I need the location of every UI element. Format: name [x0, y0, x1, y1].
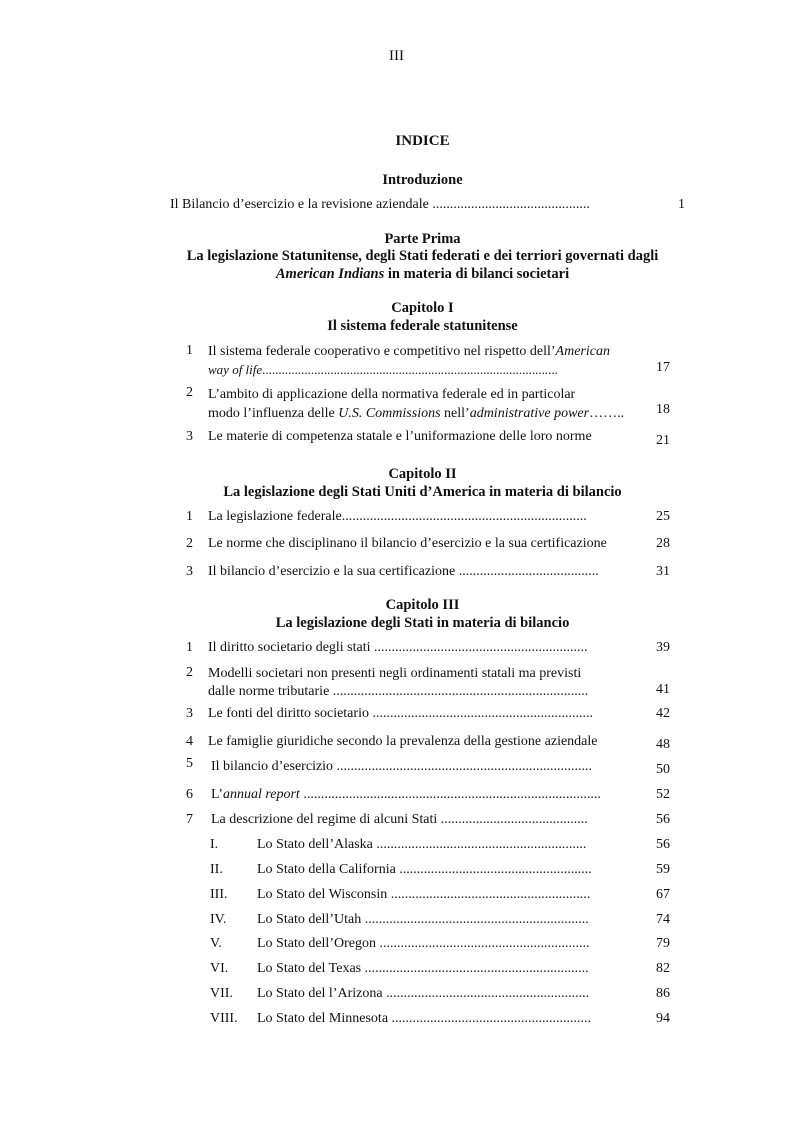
toc-subentry-title: Lo Stato dell’Alaska ............................................................: [257, 837, 587, 852]
toc-entry-title: Il Bilancio d’esercizio e la revisione aziendale .............................................: [170, 197, 590, 212]
toc-entry-page: 25: [656, 509, 670, 524]
toc-entry: [170, 787, 675, 807]
toc-entry-number: 3: [186, 564, 193, 579]
toc-entry-title: Il bilancio d’esercizio e la sua certificazione ........................................: [208, 564, 599, 579]
toc-entry-page: 31: [656, 564, 670, 579]
toc-subentry: [170, 837, 675, 857]
toc-entry-title: [208, 343, 636, 379]
toc-entry: [170, 429, 675, 449]
toc-entry: [170, 734, 675, 754]
toc-subentry-roman: I.: [210, 837, 219, 852]
toc-entry-number: 7: [186, 812, 193, 827]
introduzione-heading: Introduzione: [382, 172, 463, 188]
toc-entry-number: 4: [186, 734, 193, 749]
toc-entry-title: [211, 787, 601, 803]
toc-entry-number: 1: [186, 509, 193, 524]
toc-entry-number: 1: [186, 640, 193, 655]
toc-entry-title: La descrizione del regime di alcuni Stati ..........................................: [211, 812, 588, 827]
toc-entry: [170, 197, 685, 217]
toc-entry-dots: ...........................................................................................: [262, 362, 558, 377]
toc-subentry-page: 86: [656, 986, 670, 1001]
toc-entry: [170, 665, 675, 707]
toc-entry-page: 48: [656, 737, 670, 752]
toc-entry-line1: L’ambito di applicazione della normativa federale ed in particolar: [208, 387, 576, 402]
toc-entry-title: [208, 385, 636, 423]
toc-subentry-roman: II.: [210, 862, 223, 877]
toc-entry-number: 2: [186, 385, 193, 400]
toc-entry-page: 17: [656, 360, 670, 375]
parte-prima-title-line1: La legislazione Statunitense, degli Stati federati e dei terriori governati dagli: [186, 248, 659, 264]
toc-entry-text: nell’: [440, 406, 470, 421]
capitolo-1-heading: Capitolo I: [391, 300, 454, 316]
capitolo-3-heading: Capitolo III: [385, 597, 460, 613]
toc-subentry-page: 74: [656, 912, 670, 927]
toc-entry-italic: American: [555, 344, 610, 359]
toc-entry-title: Il bilancio d’esercizio .........................................................................: [211, 759, 593, 774]
toc-entry-page: 41: [656, 682, 670, 697]
toc-subentry-title: Lo Stato del Minnesota .........................................................: [257, 1011, 592, 1026]
index-title: INDICE: [395, 133, 450, 149]
toc-subentry-roman: VI.: [210, 961, 229, 976]
toc-entry-dots: ……..: [589, 406, 625, 421]
toc-subentry: [170, 912, 675, 932]
toc-subentry-page: 82: [656, 961, 670, 976]
toc-entry-number: 6: [186, 787, 193, 802]
toc-entry-number: 3: [186, 429, 193, 444]
toc-entry-line2: [208, 361, 636, 379]
toc-entry-number: 3: [186, 706, 193, 721]
toc-entry-page: 56: [656, 812, 670, 827]
toc-entry-text: L’: [211, 787, 223, 802]
toc-entry-line1: Modelli societari non presenti negli ordinamenti statali ma previsti: [208, 666, 582, 681]
toc-subentry-title: Lo Stato della California .......................................................: [257, 862, 592, 877]
toc-entry-page: 21: [656, 433, 670, 448]
toc-entry-page: 50: [656, 762, 670, 777]
parte-prima-title-line2: [170, 266, 675, 283]
capitolo-3-subtitle: La legislazione degli Stati in materia di bilancio: [275, 615, 570, 631]
toc-subentry-page: 67: [656, 887, 670, 902]
toc-entry-italic: annual report: [222, 787, 300, 802]
toc-entry-page: 52: [656, 787, 670, 802]
toc-subentry-roman: V.: [210, 936, 222, 951]
toc-entry-italic: way of life: [208, 362, 263, 377]
toc-subentry-title: Lo Stato del Wisconsin .........................................................: [257, 887, 591, 902]
toc-entry-title: Le fonti del diritto societario ...............................................................: [208, 706, 593, 721]
capitolo-1-subtitle: Il sistema federale statunitense: [327, 318, 518, 334]
toc-entry-title: [208, 665, 636, 701]
toc-entry-title: Le famiglie giuridiche secondo la prevalenza della gestione aziendale: [208, 734, 598, 749]
toc-entry: [170, 564, 675, 584]
toc-entry-text: modo l’influenza delle: [208, 406, 339, 421]
toc-subentry: [170, 862, 675, 882]
toc-subentry-roman: III.: [210, 887, 228, 902]
capitolo-2-heading: Capitolo II: [388, 466, 457, 482]
toc-subentry-page: 59: [656, 862, 670, 877]
toc-subentry: [170, 936, 675, 956]
toc-subentry: [170, 961, 675, 981]
toc-entry-page: 42: [656, 706, 670, 721]
toc-entry: [170, 812, 675, 832]
page-number: III: [389, 48, 404, 64]
toc-entry-title: La legislazione federale......................................................................: [208, 509, 587, 524]
toc-entry-line2: [208, 404, 636, 423]
toc-subentry: [170, 887, 675, 907]
toc-subentry-page: 94: [656, 1011, 670, 1026]
toc-entry-title: Le norme che disciplinano il bilancio d’esercizio e la sua certificazione: [208, 536, 607, 551]
toc-subentry-page: 56: [656, 837, 670, 852]
toc-entry-number: 1: [186, 343, 193, 358]
toc-entry-title: Il diritto societario degli stati .............................................................: [208, 640, 588, 655]
toc-entry-line2: dalle norme tributarie .........................................................................: [208, 684, 589, 699]
toc-entry: [170, 756, 675, 779]
parte-prima-rest: in materia di bilanci societari: [384, 266, 570, 282]
toc-entry-number: 5: [186, 756, 193, 771]
toc-entry-dots: .....................................................................................: [299, 787, 601, 802]
toc-entry-page: 28: [656, 536, 670, 551]
toc-entry-line1: Il sistema federale cooperativo e competitivo nel rispetto dell’: [208, 344, 556, 359]
parte-prima-heading: Parte Prima: [384, 231, 461, 247]
toc-subentry-roman: VII.: [210, 986, 233, 1001]
toc-subentry: [170, 986, 675, 1006]
toc-subentry-title: Lo Stato dell’Oregon ............................................................: [257, 936, 590, 951]
toc-entry-page: 18: [656, 402, 670, 417]
toc-entry-page: 39: [656, 640, 670, 655]
toc-entry-title: Le materie di competenza statale e l’uniformazione delle loro norme: [208, 429, 592, 444]
toc-subentry: [170, 1011, 675, 1031]
toc-entry: [170, 706, 675, 726]
parte-prima-italic: American Indians: [275, 266, 385, 282]
toc-entry: [170, 640, 675, 660]
toc-subentry-roman: VIII.: [210, 1011, 238, 1026]
toc-entry: [170, 343, 675, 385]
toc-entry-page: 1: [678, 197, 685, 212]
toc-entry-italic: administrative power: [469, 406, 590, 421]
toc-entry-italic: U.S. Commissions: [338, 406, 441, 421]
toc-subentry-title: Lo Stato del l’Arizona ..........................................................: [257, 986, 590, 1001]
toc-entry: [170, 509, 675, 529]
toc-entry-number: 2: [186, 665, 193, 680]
toc-subentry-title: Lo Stato del Texas ................................................................: [257, 961, 589, 976]
toc-entry: [170, 385, 675, 427]
toc-subentry-title: Lo Stato dell’Utah ................................................................: [257, 912, 589, 927]
toc-entry-number: 2: [186, 536, 193, 551]
toc-subentry-page: 79: [656, 936, 670, 951]
capitolo-2-subtitle: La legislazione degli Stati Uniti d’America in materia di bilancio: [223, 484, 622, 500]
toc-entry: [170, 536, 675, 556]
toc-subentry-roman: IV.: [210, 912, 227, 927]
